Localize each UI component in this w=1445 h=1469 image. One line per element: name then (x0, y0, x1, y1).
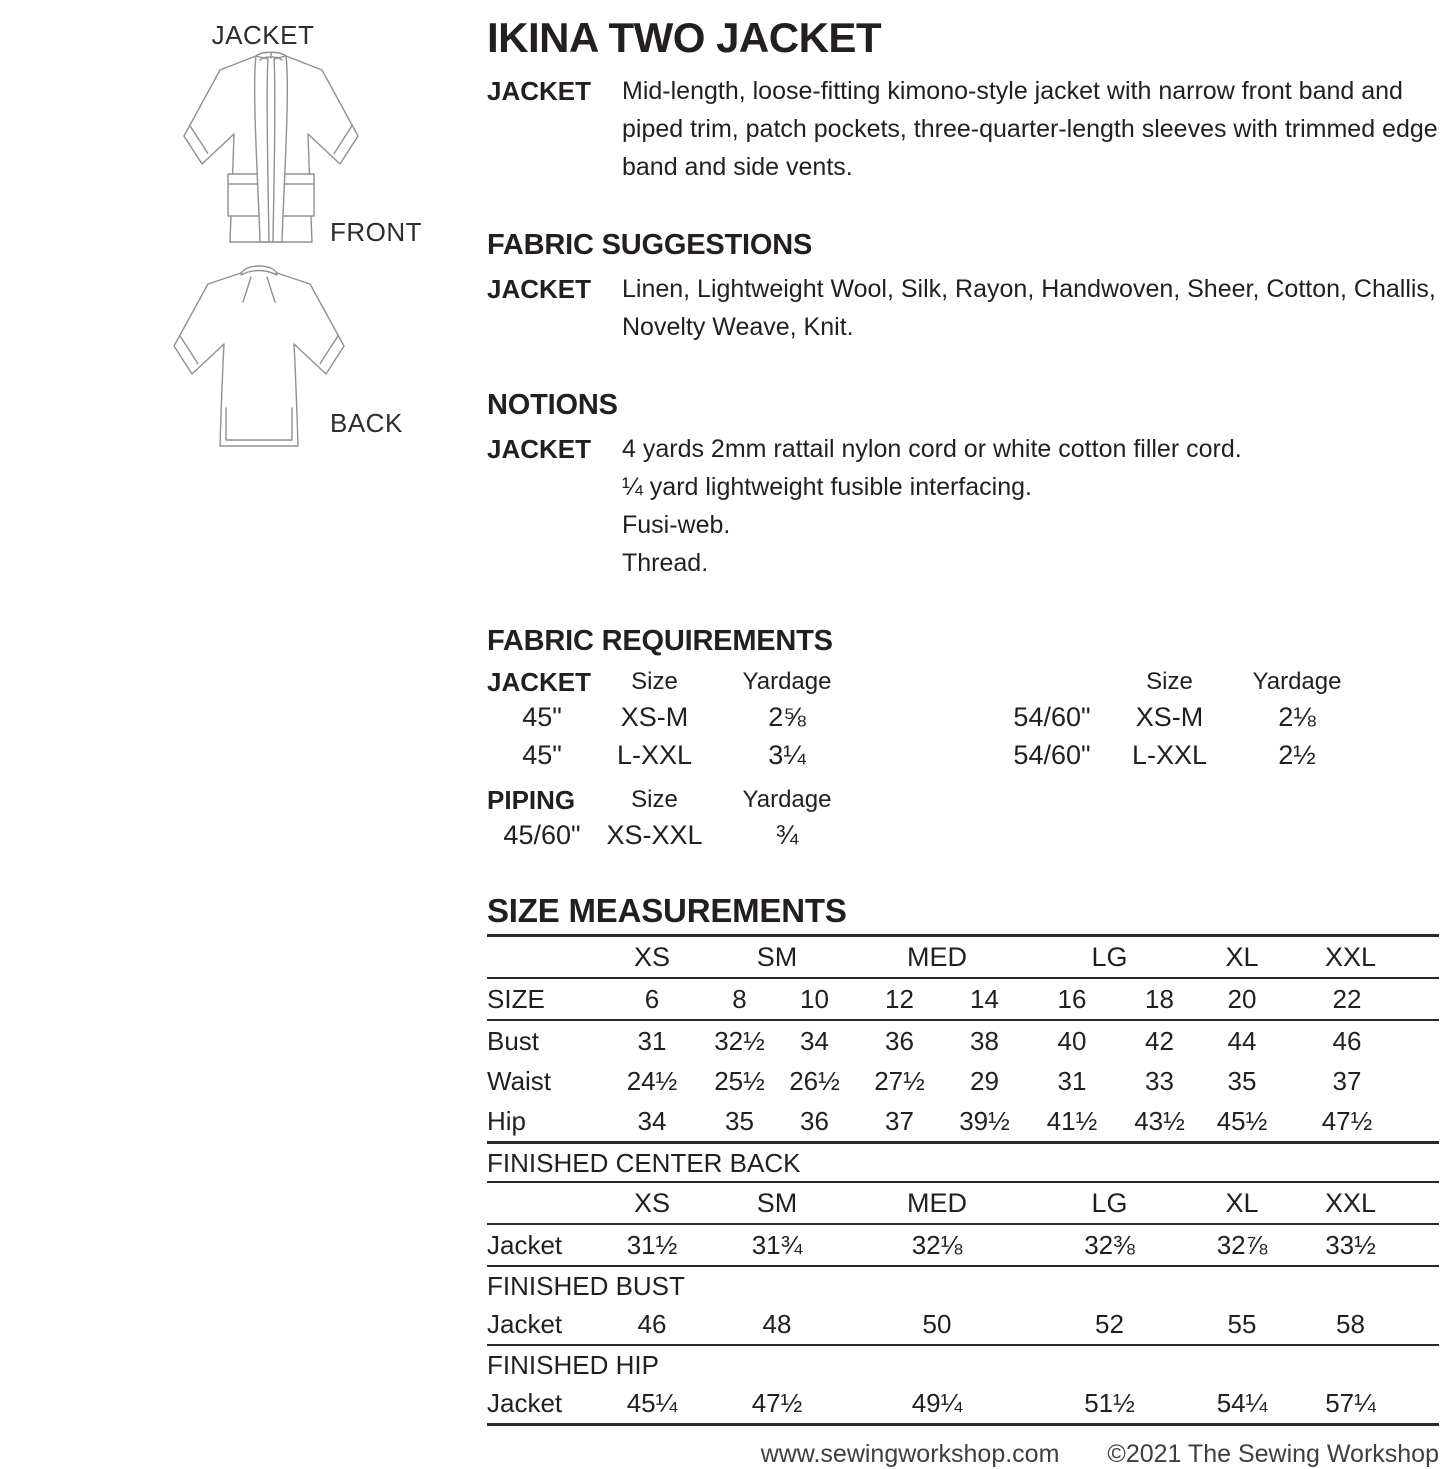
fabric-width: 45" (522, 740, 562, 770)
size-group-header: XL (1225, 942, 1259, 972)
waist-row (487, 1061, 1439, 1101)
hip-cell: 43½ (1134, 1106, 1185, 1136)
size-group-header: XL (1225, 1188, 1259, 1218)
waist-cell: 37 (1332, 1066, 1362, 1096)
bust-cell: 42 (1145, 1026, 1174, 1056)
finished-hip-cell: 45¼ (626, 1388, 678, 1418)
waist-cell: 25½ (714, 1066, 765, 1096)
illustration-title: JACKET (211, 20, 315, 50)
bust-row (487, 1021, 1439, 1061)
size-range: XS-M (620, 702, 689, 732)
size-column-header: Size (1146, 668, 1193, 695)
hip-cell: 35 (725, 1106, 754, 1136)
finished-hip-cell: 47½ (751, 1388, 803, 1418)
finished-bust-cell: 52 (1095, 1309, 1124, 1339)
yardage-value: 2½ (1278, 740, 1316, 770)
row-label: SIZE (487, 984, 545, 1014)
finished-bust-row (487, 1304, 1439, 1344)
finished-center-back-heading: FINISHED CENTER BACK (487, 1148, 801, 1178)
size-number-cell: 16 (1057, 984, 1087, 1014)
finished-hip-cell: 54¼ (1216, 1388, 1268, 1418)
finished-center-back-cell: 31¾ (751, 1230, 803, 1260)
size-group-header: LG (1091, 1188, 1128, 1218)
row-label: Hip (487, 1106, 527, 1136)
hip-cell: 39½ (959, 1106, 1010, 1136)
notions-label: JACKET (487, 434, 592, 464)
jacket-description (487, 72, 1439, 186)
finished-hip-cell: 51½ (1084, 1388, 1135, 1418)
piping-table-label: PIPING (487, 785, 576, 815)
bust-cell: 34 (800, 1026, 829, 1056)
bust-cell: 46 (1332, 1026, 1362, 1056)
notions-list (622, 430, 1439, 582)
hip-cell: 37 (885, 1106, 914, 1136)
fabric-requirements-row (487, 736, 1439, 774)
size-measurements-table (487, 934, 1439, 1426)
finished-center-back-header-row (487, 1183, 1439, 1223)
notion-item: ¼ yard lightweight fusible interfacing. (622, 473, 1032, 501)
hip-cell: 34 (637, 1106, 667, 1136)
finished-bust-heading: FINISHED BUST (487, 1271, 685, 1301)
notions (487, 430, 1439, 582)
size-group-header: XS (633, 942, 671, 972)
page-title: IKINA TWO JACKET (487, 14, 882, 61)
front-view-label: FRONT (330, 217, 423, 247)
finished-bust-cell: 48 (762, 1309, 792, 1339)
size-number-cell: 12 (885, 984, 914, 1014)
size-group-header: SM (756, 1188, 798, 1218)
jacket-description-text: Mid-length, loose-fitting kimono-style jacket with narrow front band and piped trim, patch pockets, three-quarter-length sleeves with trimmed edge band and side vents. (622, 77, 1438, 181)
bust-cell: 31 (637, 1026, 667, 1056)
website-url: www.sewingworkshop.com (760, 1440, 1060, 1468)
yardage-column-header: Yardage (1252, 668, 1342, 695)
notion-item: Thread. (622, 549, 709, 577)
size-number-cell: 6 (644, 984, 660, 1014)
size-number-cell: 18 (1145, 984, 1174, 1014)
finished-hip-heading: FINISHED HIP (487, 1350, 659, 1380)
jacket-description-label: JACKET (487, 76, 592, 106)
size-group-header: MED (907, 1188, 967, 1218)
pattern-info (487, 14, 1439, 1469)
size-column-header: Size (631, 668, 678, 695)
yardage-column-header: Yardage (742, 786, 832, 813)
row-label: Bust (487, 1026, 540, 1056)
row-label: Jacket (487, 1309, 563, 1339)
bust-cell: 36 (885, 1026, 914, 1056)
finished-hip-row (487, 1383, 1439, 1423)
finished-hip-cell: 57¼ (1325, 1388, 1376, 1418)
size-range: L-XXL (1131, 740, 1208, 770)
jacket-table-label: JACKET (487, 667, 592, 697)
fabric-requirements-header-row (487, 666, 1439, 698)
waist-cell: 35 (1227, 1066, 1257, 1096)
copyright-text: ©2021 The Sewing Workshop (1107, 1440, 1439, 1468)
fabric-suggestions-heading: FABRIC SUGGESTIONS (487, 229, 813, 261)
finished-center-back-cell: 31½ (626, 1230, 678, 1260)
row-label: Jacket (487, 1230, 563, 1260)
notion-item: 4 yards 2mm rattail nylon cord or white cotton filler cord. (622, 435, 1242, 463)
size-group-header: LG (1091, 942, 1128, 972)
garment-illustrations (128, 12, 488, 472)
fabric-width: 45" (522, 702, 562, 732)
hip-cell: 45½ (1216, 1106, 1268, 1136)
finished-hip-cell: 49¼ (911, 1388, 963, 1418)
size-number-cell: 20 (1227, 984, 1257, 1014)
size-group-header: XS (633, 1188, 671, 1218)
piping-header-row (487, 784, 1439, 816)
finished-center-back-cell: 33½ (1325, 1230, 1376, 1260)
page-footer (487, 1440, 1439, 1469)
waist-cell: 31 (1057, 1066, 1087, 1096)
fabric-width: 45/60" (503, 820, 581, 850)
notion-item: Fusi-web. (622, 511, 731, 539)
hip-cell: 41½ (1046, 1106, 1098, 1136)
fabric-suggestions-text: Linen, Lightweight Wool, Silk, Rayon, Handwoven, Sheer, Cotton, Challis, Novelty Weave, Knit. (622, 275, 1436, 341)
size-number-row (487, 979, 1439, 1019)
waist-cell: 33 (1145, 1066, 1174, 1096)
yardage-value: 3¼ (768, 740, 806, 770)
fabric-requirements-row (487, 698, 1439, 736)
size-group-header: MED (907, 942, 967, 972)
finished-center-back-cell: 32⅜ (1084, 1230, 1135, 1260)
finished-center-back-cell: 32⅛ (911, 1230, 963, 1260)
yardage-value: 2⅛ (1278, 702, 1316, 732)
fabric-requirements-heading: FABRIC REQUIREMENTS (487, 625, 833, 657)
size-number-cell: 8 (732, 984, 747, 1014)
size-group-header: SM (756, 942, 798, 972)
size-range: XS-XXL (606, 820, 703, 850)
piping-row (487, 816, 1439, 854)
fabric-width: 54/60" (1013, 740, 1091, 770)
yardage-column-header: Yardage (742, 668, 832, 695)
size-measurements-heading: SIZE MEASUREMENTS (487, 892, 847, 929)
hip-cell: 36 (800, 1106, 829, 1136)
finished-bust-cell: 46 (637, 1309, 667, 1339)
size-number-cell: 22 (1332, 984, 1362, 1014)
table-rule (487, 1423, 1439, 1426)
size-range: XS-M (1135, 702, 1204, 732)
bust-cell: 32½ (714, 1026, 765, 1056)
finished-center-back-cell: 32⅞ (1216, 1230, 1268, 1260)
bust-cell: 44 (1227, 1026, 1257, 1056)
notions-heading: NOTIONS (487, 389, 618, 421)
yardage-value: 2⅝ (768, 702, 806, 732)
jacket-back-line-drawing (164, 256, 354, 456)
waist-cell: 26½ (789, 1066, 840, 1096)
fabric-suggestions-label: JACKET (487, 274, 592, 304)
size-number-cell: 10 (800, 984, 829, 1014)
yardage-value: ¾ (775, 820, 799, 850)
finished-center-back-row (487, 1225, 1439, 1265)
row-label: Waist (487, 1066, 552, 1096)
hip-cell: 47½ (1321, 1106, 1373, 1136)
fabric-width: 54/60" (1013, 702, 1091, 732)
back-view-label: BACK (330, 408, 403, 438)
bust-cell: 40 (1057, 1026, 1087, 1056)
waist-cell: 24½ (626, 1066, 678, 1096)
size-column-header: Size (631, 786, 678, 813)
size-number-cell: 14 (970, 984, 999, 1014)
size-group-header: XXL (1324, 942, 1377, 972)
hip-row (487, 1101, 1439, 1141)
bust-cell: 38 (970, 1026, 999, 1056)
size-group-header: XXL (1324, 1188, 1377, 1218)
waist-cell: 27½ (874, 1066, 925, 1096)
size-group-header-row (487, 937, 1439, 977)
row-label: Jacket (487, 1388, 563, 1418)
finished-bust-cell: 58 (1336, 1309, 1365, 1339)
fabric-suggestions (487, 270, 1439, 346)
waist-cell: 29 (970, 1066, 999, 1096)
size-range: L-XXL (616, 740, 693, 770)
finished-bust-cell: 55 (1227, 1309, 1257, 1339)
finished-bust-cell: 50 (922, 1309, 952, 1339)
